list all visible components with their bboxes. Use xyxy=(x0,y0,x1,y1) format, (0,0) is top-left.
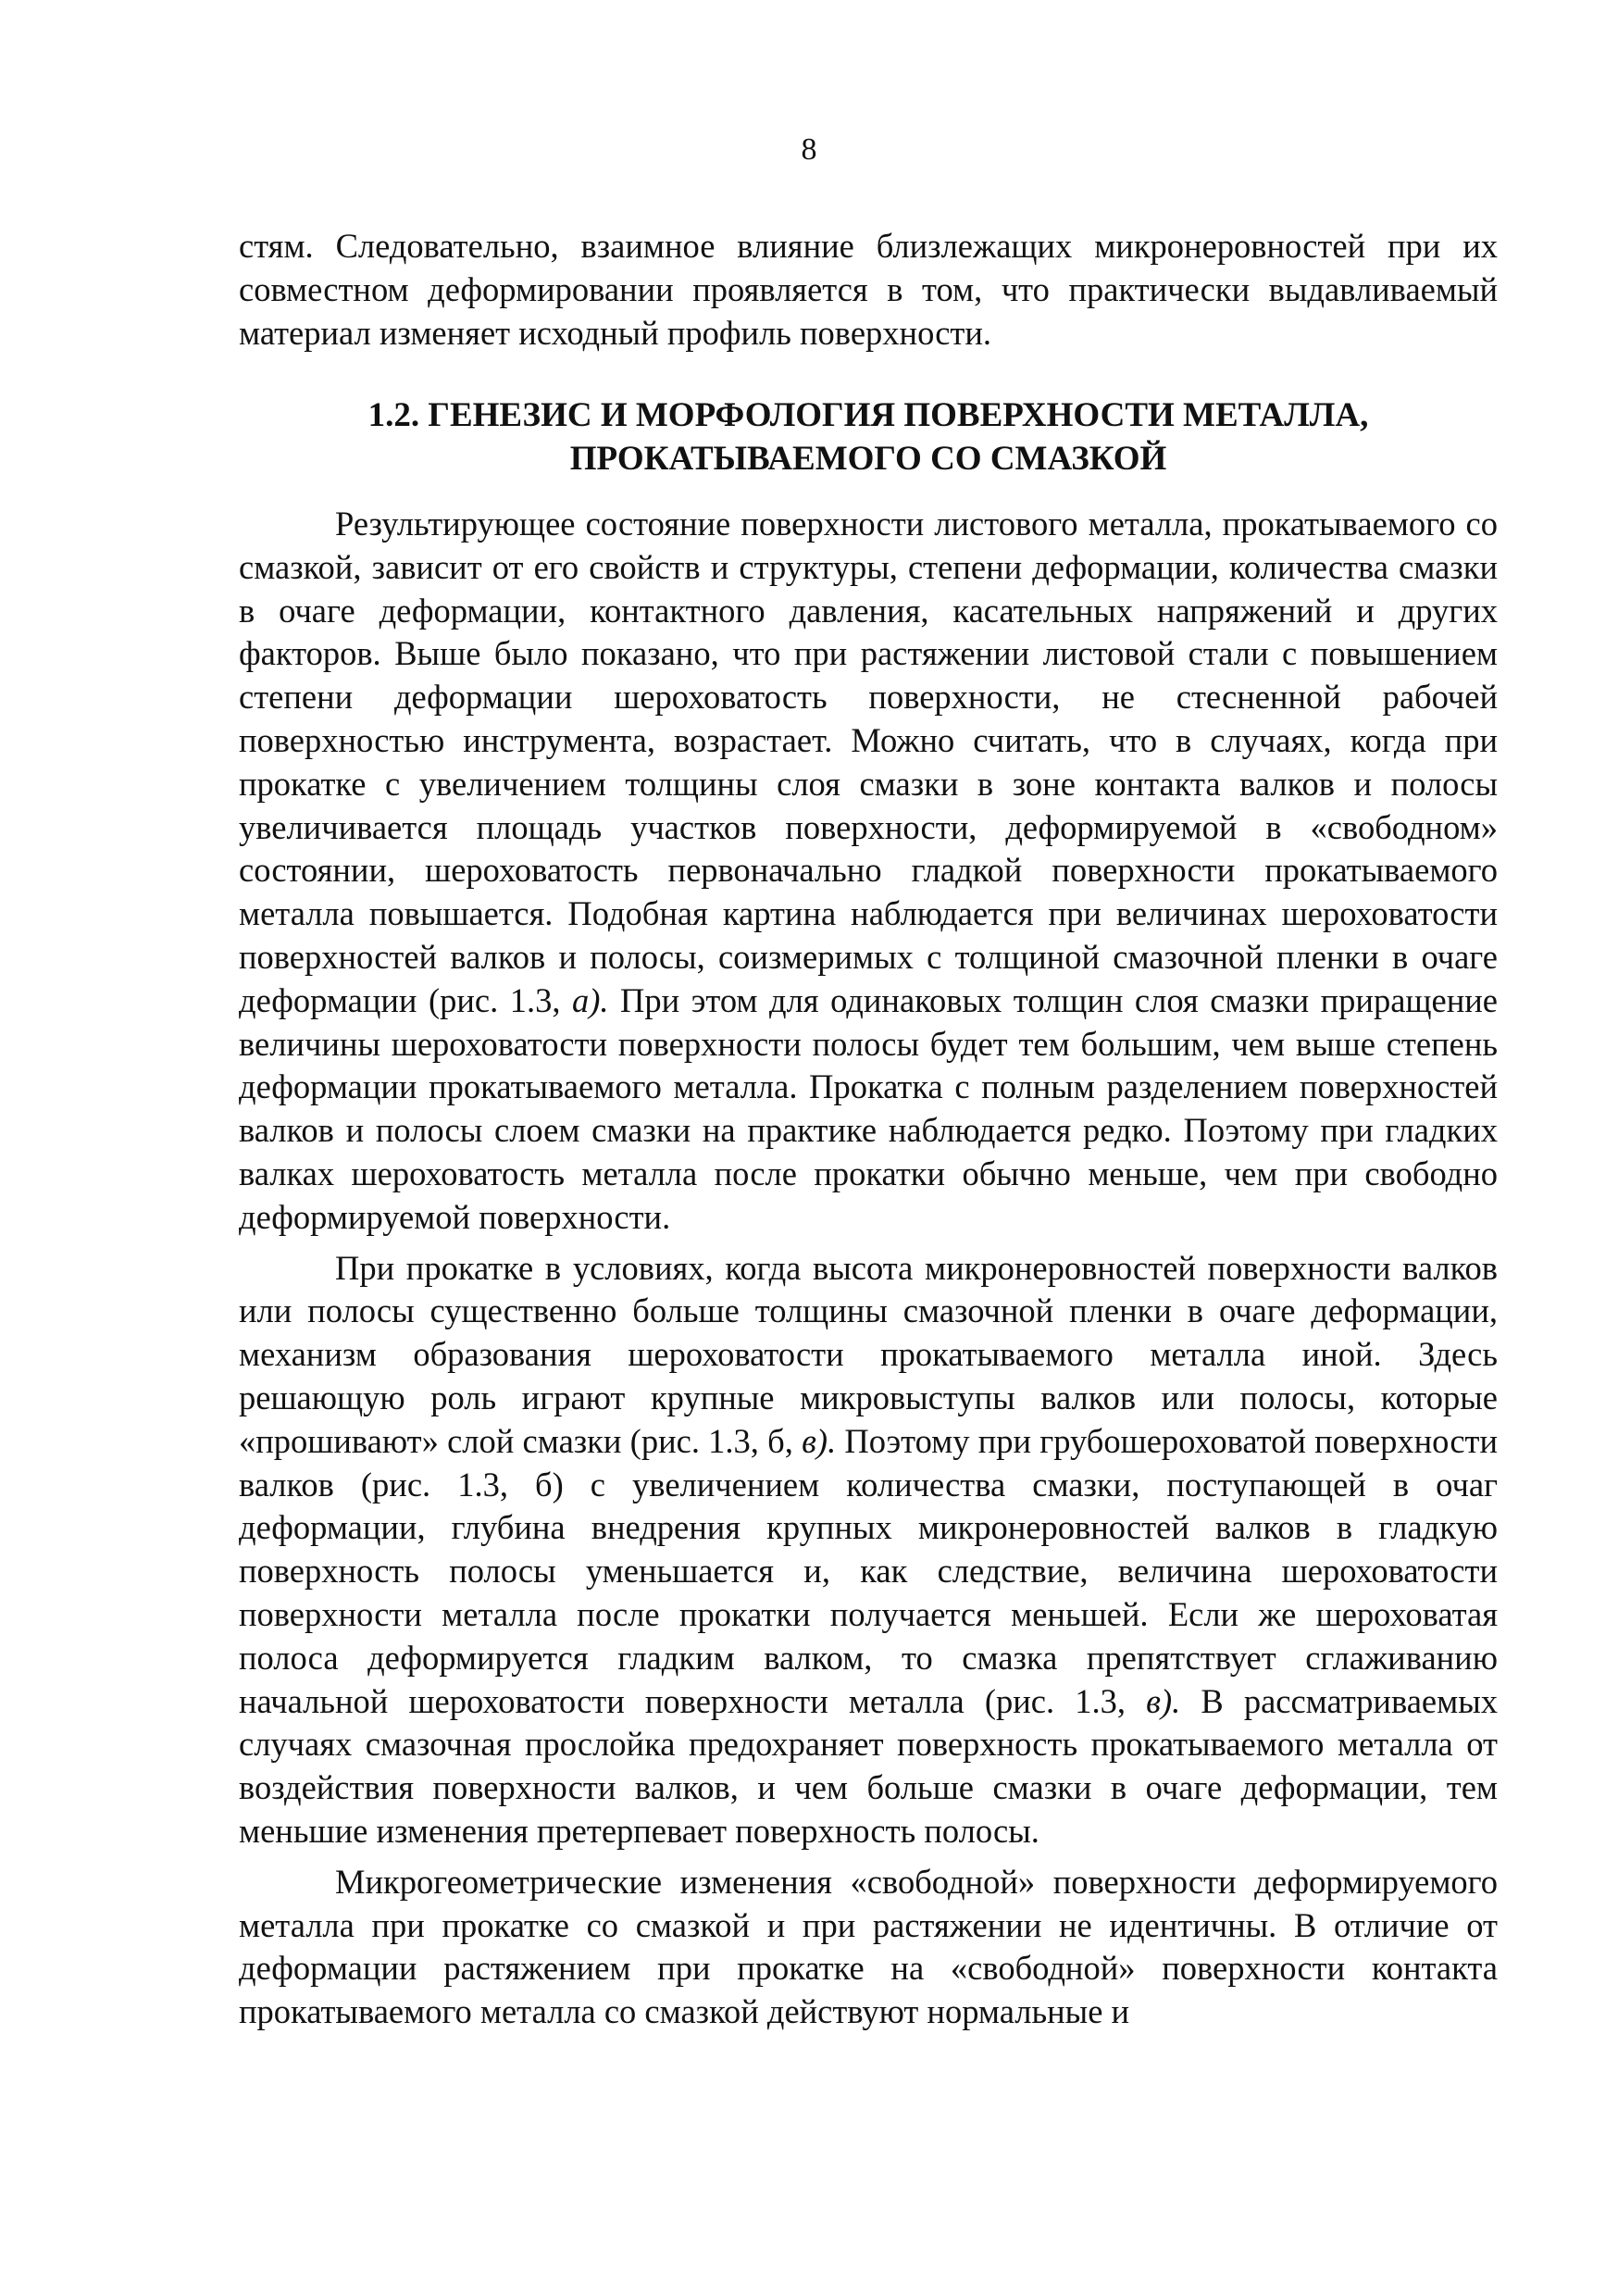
paragraph-2 xyxy=(239,1247,1498,1853)
paragraph-1-part-b: При этом для одинаковых толщин слоя смазки приращение величины шероховатости поверхности полосы будет тем большим, чем выше степень деформации прокатываемого металла. Прокатка с полным разделением поверхностей валков и полосы слоем смазки на практике наблюдается редко. Поэтому при гладких валках шероховатость металла после прокатки обычно меньше, чем при свободно деформируемой поверхности. xyxy=(239,980,1498,1236)
main-text xyxy=(239,503,1498,2034)
paragraph-3: Микрогеометрические изменения «свободной» поверхности деформируемого металла при прокатке со смазкой и при растяжении не идентичны. В отличие от деформации растяжением при прокатке на «свободной» поверхности контакта прокатываемого металла со смазкой действуют нормальные и xyxy=(239,1862,1498,2031)
intro-block xyxy=(239,225,1498,355)
figure-ref-v-2: в). xyxy=(1146,1681,1181,1720)
section-heading xyxy=(239,393,1498,480)
paragraph-1 xyxy=(239,503,1498,1240)
figure-ref-a: а). xyxy=(572,980,609,1019)
figure-ref-v-1: в). xyxy=(802,1421,837,1460)
intro-paragraph: стям. Следовательно, взаимное влияние близлежащих микронеровностей при их совместном деформировании проявляется в том, что практически выдавливаемый материал изменяет исходный профиль поверхности. xyxy=(239,227,1498,352)
section-heading-line-2: ПРОКАТЫВАЕМОГО СО СМАЗКОЙ xyxy=(569,440,1167,478)
paragraph-2-part-a: При прокатке в условиях, когда высота микронеровностей поверхности валков или полосы существенно больше толщины смазочной пленки в очаге деформации, механизм образования шероховатости прокатываемого металла иной. Здесь решающую роль играют крупные микровыступы валков или полосы, которые «прошивают» слой смазки (рис. 1.3, б, xyxy=(239,1248,1498,1460)
page-number: 8 xyxy=(801,132,817,167)
section-heading-line-1: 1.2. ГЕНЕЗИС И МОРФОЛОГИЯ ПОВЕРХНОСТИ МЕТАЛЛА, xyxy=(367,396,1369,434)
paragraph-2-part-b: Поэтому при грубошероховатой поверхности валков (рис. 1.3, б) с увеличением количества смазки, поступающей в очаг деформации, глубина внедрения крупных микронеровностей валков в гладкую поверхность полосы уменьшается и, как следствие, величина шероховатости поверхности металла после прокатки получается меньшей. Если же шероховатая полоса деформируется гладким валком, то смазка препятствует сглаживанию начальной шероховатости поверхности металла (рис. 1.3, xyxy=(239,1421,1498,1720)
paragraph-2-part-c: В рассматриваемых случаях смазочная прослойка предохраняет поверхность прокатываемого металла от воздействия поверхности валков, и чем больше смазки в очаге деформации, тем меньшие изменения претерпевает поверхность полосы. xyxy=(239,1681,1498,1850)
paragraph-1-part-a: Результирующее состояние поверхности листового металла, прокатываемого со смазкой, зависит от его свойств и структуры, степени деформации, количества смазки в очаге деформации, контактного давления, касательных напряжений и других факторов. Выше было показано, что при растяжении листовой стали с повышением степени деформации шероховатость поверхности, не стесненной рабочей поверхностью инструмента, возрастает. Можно считать, что в случаях, когда при прокатке с увеличением толщины слоя смазки в зоне контакта валков и полосы увеличивается площадь участков поверхности, деформируемой в «свободном» состоянии, шероховатость первоначально гладкой поверхности прокатываемого металла повышается. Подобная картина наблюдается при величинах шероховатости поверхностей валков и полосы, соизмеримых с толщиной смазочной пленки в очаге деформации (рис. 1.3, xyxy=(239,505,1498,1019)
